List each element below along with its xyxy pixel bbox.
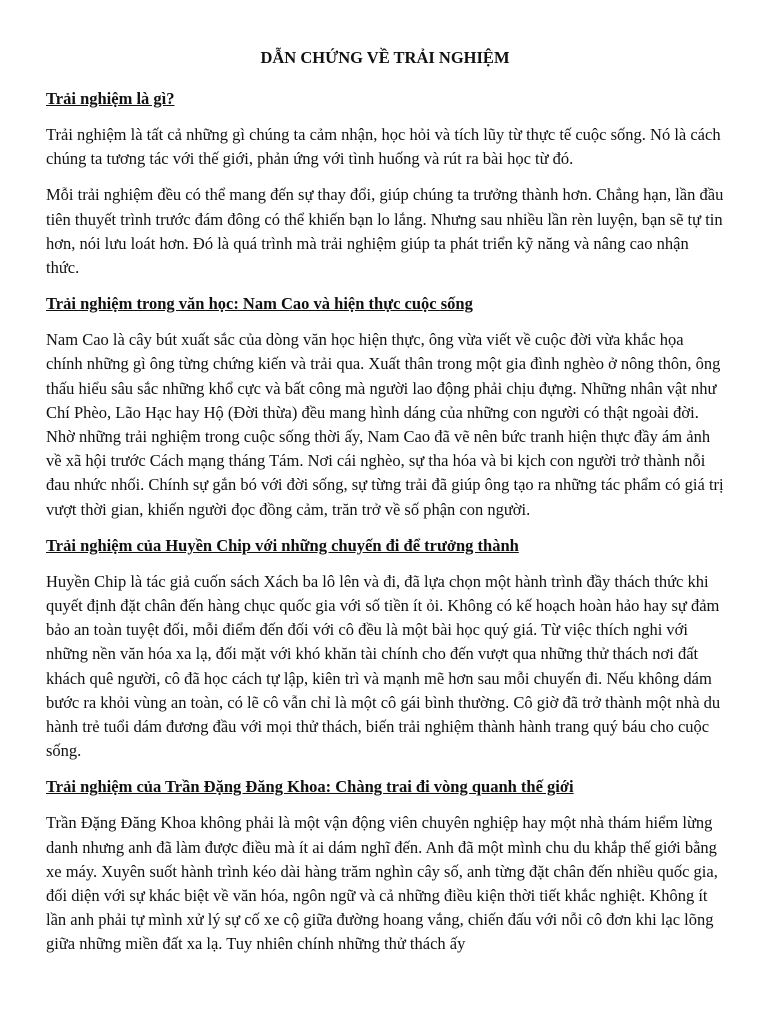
section-huyen-chip <box>46 534 724 764</box>
section-what-is-experience <box>46 87 724 280</box>
section-heading: Trải nghiệm trong văn học: Nam Cao và hiện thực cuộc sống <box>46 294 473 314</box>
section-heading: Trải nghiệm của Trần Đặng Đăng Khoa: Chàng trai đi vòng quanh thế giới <box>46 777 574 797</box>
section-nam-cao <box>46 292 724 522</box>
section-heading: Trải nghiệm là gì? <box>46 89 175 108</box>
paragraph: Trần Đặng Đăng Khoa không phải là một vận động viên chuyên nghiệp hay một nhà thám hiểm lừng danh nhưng anh đã làm được điều mà ít ai dám nghĩ đến. Anh đã một mình chu du khắp thế giới bằng xe máy. Xuyên suốt hành trình kéo dài hàng trăm nghìn cây số, anh từng đặt chân đến nhiều quốc gia, đối diện với sự khác biệt về văn hóa, ngôn ngữ và cả những điều kiện thời tiết khắc nghiệt. Không ít lần anh phải tự mình xử lý sự cố xe cộ giữa đường hoang vắng, chiến đấu với nỗi cô đơn khi lạc lõng giữa những miền đất xa lạ. Tuy nhiên chính những thử thách ấy <box>46 813 718 954</box>
paragraph: Trải nghiệm là tất cả những gì chúng ta cảm nhận, học hỏi và tích lũy từ thực tế cuộc sống. Nó là cách chúng ta tương tác với thế giới, phản ứng với tình huống và rút ra bài học từ đó. <box>46 125 721 169</box>
paragraph: Mỗi trải nghiệm đều có thể mang đến sự thay đổi, giúp chúng ta trưởng thành hơn. Chẳng hạn, lần đầu tiên thuyết trình trước đám đông có thể khiến bạn lo lắng. Nhưng sau nhiều lần rèn luyện, bạn sẽ tự tin hơn, nói lưu loát hơn. Đó là quá trình mà trải nghiệm giúp ta phát triển kỹ năng và nâng cao nhận thức. <box>46 185 724 278</box>
section-heading: Trải nghiệm của Huyền Chip với những chuyến đi để trưởng thành <box>46 535 519 555</box>
section-dang-khoa <box>46 775 724 956</box>
paragraph: Huyền Chip là tác giả cuốn sách Xách ba lô lên và đi, đã lựa chọn một hành trình đầy thách thức khi quyết định đặt chân đến hàng chục quốc gia với số tiền ít ỏi. Không có kế hoạch hoàn hảo hay sự đảm bảo an toàn tuyệt đối, mỗi điểm đến đối với cô đều là một bài học quý giá. Từ việc thích nghi với những nền văn hóa xa lạ, đối mặt với khó khăn tài chính cho đến vượt qua những thử thách nơi đất khách quê người, cô đã học cách tự lập, kiên trì và mạnh mẽ hơn sau mỗi chuyến đi. Nếu không dám bước ra khỏi vùng an toàn, có lẽ cô vẫn chỉ là một cô gái bình thường. Cô giờ đã trở thành một nhà du hành trẻ tuổi dám đương đầu với mọi thử thách, biến trải nghiệm thành hành trang quý báu cho cuộc sống. <box>46 571 721 761</box>
document-title: DẪN CHỨNG VỀ TRẢI NGHIỆM <box>260 48 510 67</box>
paragraph: Nam Cao là cây bút xuất sắc của dòng văn học hiện thực, ông vừa viết về cuộc đời vừa khắc họa chính những gì ông từng chứng kiến và trải qua. Xuất thân trong một gia đình nghèo ở nông thôn, ông thấu hiểu sâu sắc những khổ cực và bất công mà người lao động phải chịu đựng. Những nhân vật như Chí Phèo, Lão Hạc hay Hộ (Đời thừa) đều mang hình dáng của những con người có thật ngoài đời. Nhờ những trải nghiệm trong cuộc sống thời ấy, Nam Cao đã vẽ nên bức tranh hiện thực đầy ám ảnh về xã hội trước Cách mạng tháng Tám. Nơi cái nghèo, sự tha hóa và bi kịch con người trở thành nỗi đau nhức nhối. Chính sự gắn bó với đời sống, sự từng trải đã giúp ông tạo ra những tác phẩm có giá trị vượt thời gian, khiến người đọc đồng cảm, trăn trở về số phận con người. <box>46 330 724 519</box>
